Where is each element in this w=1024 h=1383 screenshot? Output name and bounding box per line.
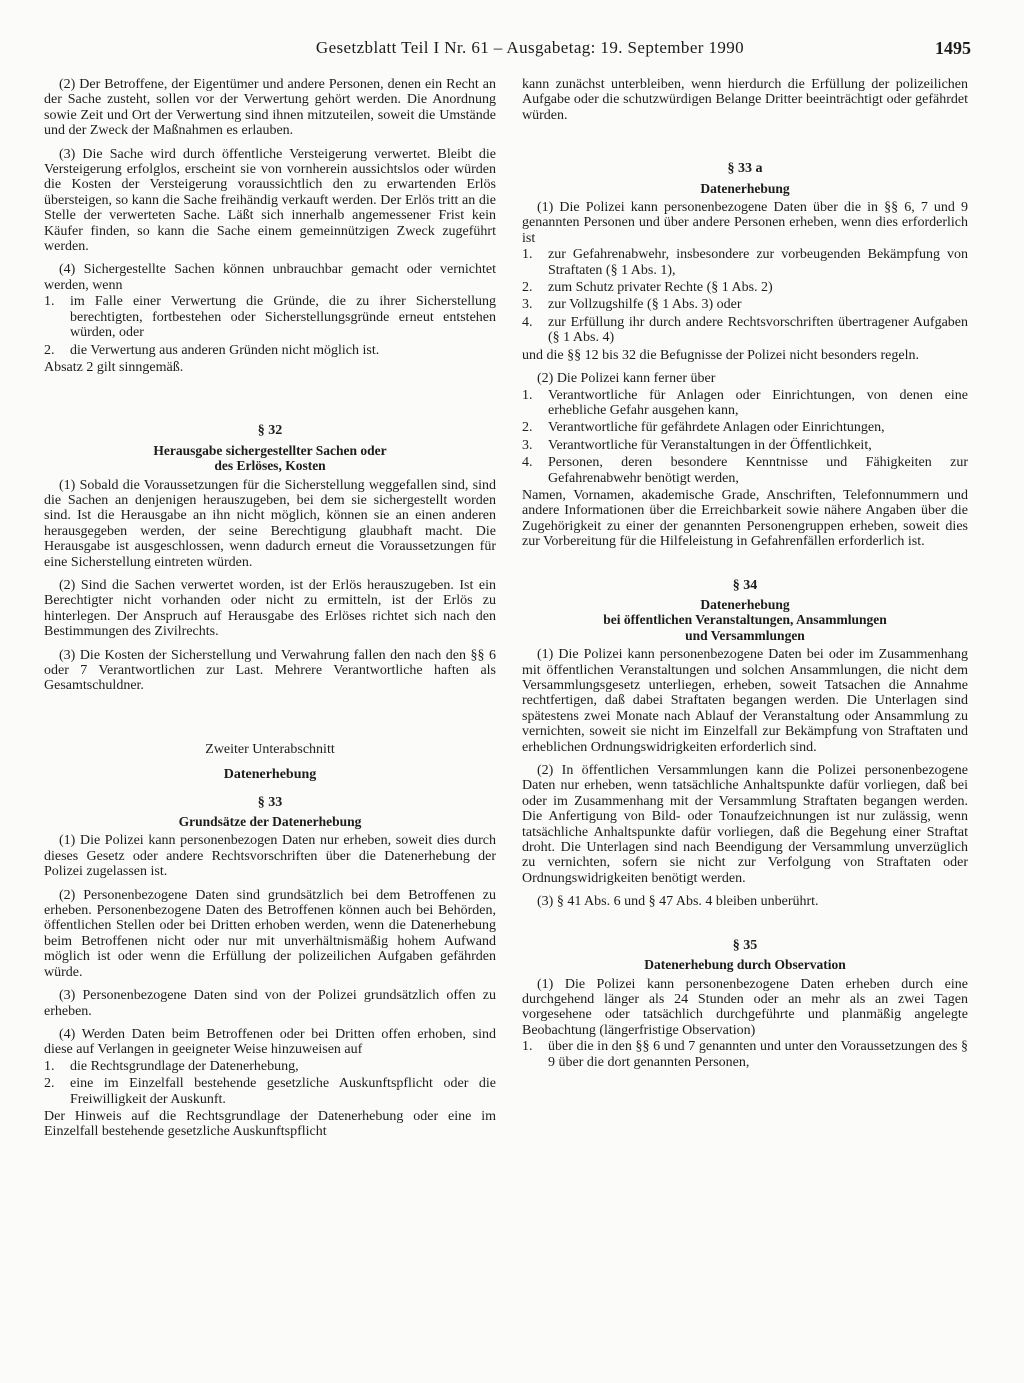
- section-title: Datenerhebung durch Observation: [644, 957, 846, 973]
- list-item-number: 2.: [44, 342, 55, 358]
- list-item-number: 1.: [44, 294, 55, 310]
- section-number: § 35: [732, 937, 758, 953]
- list-item-number: 1.: [522, 1039, 533, 1055]
- paragraph: (2) Sind die Sachen verwertet worden, ist der Erlös herauszugeben. Ist ein Berechtigter nicht vorhanden oder nicht zu ermitteln, ist der Erlös zu hinterlegen. Der Anspruch auf Herausgabe des Erlöses richtet sich nach den Bestimmungen des Zivilrechts.: [44, 577, 496, 640]
- section-number: § 32: [257, 423, 283, 439]
- list-item-number: 2.: [522, 420, 533, 436]
- paragraph: (1) Die Polizei kann personenbezogene Daten bei oder im Zusammenhang mit öffentlichen Veranstaltungen und solchen Ansammlungen, die nicht dem Versammlungsgesetz unterliegen, erheben, soweit Tatsachen die Annahme rechtfertigen, daß dabei Straftaten begangen werden. Die Unterlagen sind spätestens zwei Monate nach Ablauf der Veranstaltung oder Ansammlung zu vernichten, soweit sie nicht im Einzelfall zur Bekämpfung von Straftaten und erheblichen Ordnungswidrigkeiten erforderlich sind.: [522, 647, 968, 755]
- list-item-text: Personen, deren besondere Kenntnisse und Fähigkeiten zur Gefahrenabwehr benötigt werden,: [548, 455, 968, 486]
- section-number: § 34: [732, 577, 758, 593]
- list-item: [522, 315, 968, 346]
- paragraph: und die §§ 12 bis 32 die Befugnisse der Polizei nicht besonders regeln.: [522, 347, 919, 363]
- list-item-number: 3.: [522, 437, 533, 453]
- section-title: Datenerhebung: [700, 596, 790, 612]
- list-item-text: zur Erfüllung ihr durch andere Rechtsvorschriften übertragener Aufgaben (§ 1 Abs. 4): [548, 314, 968, 346]
- numbered-list: [522, 388, 968, 486]
- page-header: [0, 30, 1024, 60]
- section-title: bei öffentlichen Veranstaltungen, Ansammlungen: [603, 612, 887, 628]
- list-item-number: 3.: [522, 297, 533, 313]
- paragraph: (4) Werden Daten beim Betroffenen oder bei Dritten offen erhoben, sind diese auf Verlangen in geeigneter Weise hinzuweisen auf: [44, 1026, 496, 1058]
- list-item: [44, 343, 496, 358]
- list-item-text: Verantwortliche für gefährdete Anlagen oder Einrichtungen,: [548, 420, 885, 436]
- paragraph: Namen, Vornamen, akademische Grade, Anschriften, Telefonnummern und andere Informationen über die Erreichbarkeit sowie nähere Angaben über die Zugehörigkeit zu einer der genannten Personengruppen erheben, soweit dies zur Vorbereitung für die Hilfeleistung in Gefahrenfällen erforderlich ist.: [522, 487, 968, 550]
- left-column: [44, 77, 496, 1372]
- section-title: Datenerhebung: [700, 180, 790, 196]
- list-item-text: eine im Einzelfall bestehende gesetzliche Auskunftspflicht oder die Freiwilligkeit der Auskunft.: [70, 1076, 496, 1107]
- section-title: Grundsätze der Datenerhebung: [178, 814, 362, 830]
- list-item: [44, 1059, 496, 1074]
- paragraph: (3) Personenbezogene Daten sind von der Polizei grundsätzlich offen zu erheben.: [44, 988, 496, 1019]
- paragraph: (1) Die Polizei kann personenbezogen Daten nur erheben, soweit dies durch dieses Gesetz oder andere Rechtsvorschriften über die Datenerhebung der Polizei zugelassen ist.: [44, 833, 496, 880]
- list-item-text: zur Gefahrenabwehr, insbesondere zur vorbeugenden Bekämpfung von Straftaten (§ 1 Abs. 1),: [548, 247, 968, 278]
- list-item-text: zum Schutz privater Rechte (§ 1 Abs. 2): [548, 280, 773, 296]
- paragraph: (1) Die Polizei kann personenbezogene Daten erheben durch eine durchgehend länger als 24 Stunden oder an mehr als an zwei Tagen vorgesehene oder tatsächlich durchgeführte und planmäßig angelegte Beobachtung (längerfristige Observation): [522, 976, 968, 1038]
- paragraph: kann zunächst unterbleiben, wenn hierdurch die Erfüllung der polizeilichen Aufgabe oder die schutzwürdigen Belange Dritter beeinträchtigt oder gefährdet würden.: [522, 77, 968, 123]
- paragraph: Der Hinweis auf die Rechtsgrundlage der Datenerhebung oder eine im Einzelfall bestehende gesetzliche Auskunftspflicht: [44, 1108, 496, 1140]
- subsection-title: Datenerhebung: [223, 767, 317, 783]
- list-item: [522, 388, 968, 419]
- list-item: [522, 1039, 968, 1070]
- list-item-text: Verantwortliche für Veranstaltungen in der Öffentlichkeit,: [548, 437, 872, 453]
- list-item-number: 1.: [44, 1058, 55, 1074]
- right-column: [522, 77, 968, 1372]
- list-item: [522, 455, 968, 486]
- list-item: [522, 247, 968, 278]
- paragraph: Absatz 2 gilt sinngemäß.: [44, 359, 184, 375]
- numbered-list: [44, 294, 496, 358]
- paragraph: (3) § 41 Abs. 6 und § 47 Abs. 4 bleiben unberührt.: [537, 894, 819, 910]
- paragraph: (2) In öffentlichen Versammlungen kann die Polizei personenbezogene Daten nur erheben, wenn tatsächliche Anhaltspunkte dafür vorliegen, daß bei oder im Zusammenhang mit der Versammlung Straftaten begangen werden. Die Anfertigung von Bild- oder Tonaufzeichnungen ist nur zulässig, wenn tatsächliche Anhaltspunkte dafür vorliegen, daß die Begehung einer Straftat droht. Die Unterlagen sind nach Beendigung der Versammlung unverzüglich zu vernichten, sofern sie nicht zur Verfolgung von Straftaten oder Ordnungswidrigkeiten benötigt werden.: [522, 763, 968, 886]
- list-item: [522, 297, 968, 312]
- section-title: Herausgabe sichergestellter Sachen oder: [153, 442, 387, 458]
- header-title: Gesetzblatt Teil I Nr. 61 – Ausgabetag: 19. September 1990: [315, 38, 745, 57]
- paragraph: (1) Sobald die Voraussetzungen für die Sicherstellung weggefallen sind, sind die Sachen an denjenigen herauszugeben, bei dem sie sichergestellt worden sind. Ist die Herausgabe an ihn nicht möglich, können sie an einen anderen herausgegeben werden, der seine Berechtigung glaubhaft macht. Die Herausgabe ist ausgeschlossen, wenn dadurch erneut die Voraussetzungen für eine Sicherstellung eintreten würden.: [44, 477, 496, 570]
- paragraph: (2) Der Betroffene, der Eigentümer und andere Personen, denen ein Recht an der Sache zusteht, sollen vor der Verwertung gehört werden. Die Anordnung sowie Zeit und Ort der Verwertung sind ihnen mitzuteilen, soweit die Umstände und der Zweck der Maßnahmen es erlauben.: [44, 77, 496, 139]
- section-title: und Versammlungen: [685, 627, 805, 643]
- list-item-number: 1.: [522, 387, 533, 403]
- paragraph: (4) Sichergestellte Sachen können unbrauchbar gemacht oder vernichtet werden, wenn: [44, 262, 496, 293]
- numbered-list: [522, 247, 968, 345]
- subsection-heading: Zweiter Unterabschnitt: [205, 741, 335, 757]
- list-item: [44, 1076, 496, 1107]
- list-item-text: Verantwortliche für Anlagen oder Einrichtungen, von denen eine erhebliche Gefahr ausgehen kann,: [548, 387, 968, 418]
- list-item-text: im Falle einer Verwertung die Gründe, die zu ihrer Sicherstellung berechtigten, fortbestehen oder Sicherstellungsgründe erneut entstehen würden, oder: [70, 294, 496, 341]
- paragraph: (1) Die Polizei kann personenbezogene Daten über die in §§ 6, 7 und 9 genannten Personen und über andere Personen erheben, wenn dies erforderlich ist: [522, 200, 968, 246]
- numbered-list: [522, 1039, 968, 1070]
- paragraph: (3) Die Sache wird durch öffentliche Versteigerung verwertet. Bleibt die Versteigerung erfolglos, erscheint sie von vornherein aussichtslos oder würden die Kosten der Versteigerung voraussichtlich den zu erwartenden Erlös übersteigen, so kann die Sache freihändig verkauft werden. Der Erlös tritt an die Stelle der verwerteten Sache. Läßt sich innerhalb angemessener Frist kein Käufer finden, so kann die Sache einem gemeinnützigen Zweck zugeführt werden.: [44, 146, 496, 255]
- section-number: § 33: [257, 794, 283, 810]
- list-item-number: 2.: [44, 1076, 55, 1092]
- list-item-number: 4.: [522, 314, 533, 330]
- list-item-text: die Rechtsgrundlage der Datenerhebung,: [70, 1058, 299, 1074]
- list-item-text: die Verwertung aus anderen Gründen nicht möglich ist.: [70, 342, 380, 358]
- list-item: [522, 438, 968, 453]
- paragraph: (2) Personenbezogene Daten sind grundsätzlich bei dem Betroffenen zu erheben. Personenbezogene Daten des Betroffenen können auch bei Behörden, öffentlichen Stellen oder bei Dritten erhoben werden, wenn die Datenerhebung beim Betroffenen nicht oder nur mit unverhältnismäßig hohem Aufwand möglich ist oder wenn die Erfüllung der polizeilichen Aufgaben gefährden würde.: [44, 887, 496, 980]
- paragraph: (2) Die Polizei kann ferner über: [537, 371, 716, 387]
- list-item-number: 2.: [522, 280, 533, 296]
- list-item-number: 1.: [522, 247, 533, 263]
- list-item-text: zur Vollzugshilfe (§ 1 Abs. 3) oder: [548, 297, 742, 313]
- paragraph: (3) Die Kosten der Sicherstellung und Verwahrung fallen den nach den §§ 6 oder 7 Verantwortlichen zur Last. Mehrere Verantwortliche haften als Gesamtschuldner.: [44, 647, 496, 694]
- section-title: des Erlöses, Kosten: [214, 458, 326, 474]
- list-item: [522, 280, 968, 295]
- list-item: [44, 294, 496, 340]
- list-item: [522, 420, 968, 435]
- list-item-text: über die in den §§ 6 und 7 genannten und unter den Voraussetzungen des § 9 über die dort genannten Personen,: [548, 1039, 968, 1070]
- section-number: § 33 a: [727, 161, 763, 177]
- list-item-number: 4.: [522, 455, 533, 471]
- numbered-list: [44, 1059, 496, 1107]
- page-number: 1495: [935, 38, 971, 58]
